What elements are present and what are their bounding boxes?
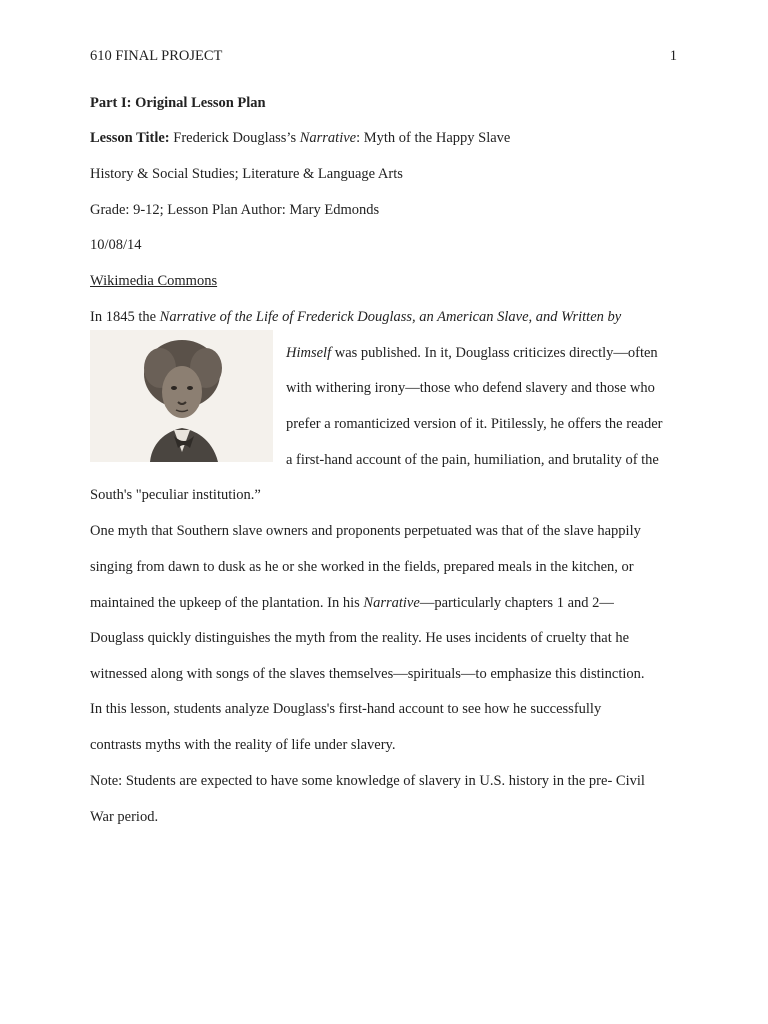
- narrative-title-end: Himself: [286, 345, 332, 361]
- lesson-title-text-pre: Frederick Douglass’s: [169, 130, 300, 146]
- intro-line-2: [286, 344, 658, 362]
- myth-line-3-italic: Narrative: [363, 595, 420, 611]
- part-heading: Part I: Original Lesson Plan: [90, 95, 266, 111]
- intro-line-6: South's "peculiar institution.”: [90, 487, 261, 503]
- image-credit: Wikimedia Commons: [90, 273, 218, 289]
- narrative-full-title: Narrative of the Life of Frederick Douglass, an American Slave, and Written by: [159, 309, 622, 325]
- lesson-title-text-post: : Myth of the Happy Slave: [356, 130, 511, 146]
- running-header: 610 FINAL PROJECT: [90, 48, 223, 64]
- myth-line-5: witnessed along with songs of the slaves themselves—spirituals—to emphasize this distinction.: [90, 666, 645, 682]
- douglass-portrait-image: [90, 330, 273, 462]
- lesson-title-line: [90, 129, 510, 147]
- date-line: 10/08/14: [90, 237, 142, 253]
- lesson-line-2: contrasts myths with the reality of life under slavery.: [90, 737, 396, 753]
- intro-line-2-post: was published. In it, Douglass criticizes directly—often: [331, 345, 658, 361]
- intro-line-4: prefer a romanticized version of it. Pitilessly, he offers the reader: [286, 416, 663, 432]
- lesson-title-italic: Narrative: [299, 130, 357, 146]
- lesson-line-1: In this lesson, students analyze Douglass's first-hand account to see how he successfully: [90, 701, 602, 717]
- lesson-title-label: Lesson Title:: [90, 130, 170, 146]
- note-line-1: Note: Students are expected to have some knowledge of slavery in U.S. history in the pre- Civil: [90, 773, 645, 789]
- myth-line-2: singing from dawn to dusk as he or she worked in the fields, prepared meals in the kitchen, or: [90, 559, 634, 575]
- note-line-2: War period.: [90, 809, 159, 825]
- subjects-line: History & Social Studies; Literature & Language Arts: [90, 166, 403, 182]
- intro-line-1: [90, 308, 621, 326]
- intro-line-3: with withering irony—those who defend slavery and those who: [286, 380, 655, 396]
- grade-author-line: Grade: 9-12; Lesson Plan Author: Mary Edmonds: [90, 202, 380, 218]
- myth-line-4: Douglass quickly distinguishes the myth from the reality. He uses incidents of cruelty that he: [90, 630, 630, 646]
- intro-line-1-pre: In 1845 the: [90, 309, 160, 325]
- myth-line-1: One myth that Southern slave owners and proponents perpetuated was that of the slave happily: [90, 523, 641, 539]
- page-number: 1: [669, 48, 677, 64]
- myth-line-3-post: —particularly chapters 1 and 2—: [419, 595, 614, 611]
- myth-line-3: [90, 594, 614, 612]
- intro-line-5: a first-hand account of the pain, humiliation, and brutality of the: [286, 452, 659, 468]
- myth-line-3-pre: maintained the upkeep of the plantation. In his: [90, 595, 364, 611]
